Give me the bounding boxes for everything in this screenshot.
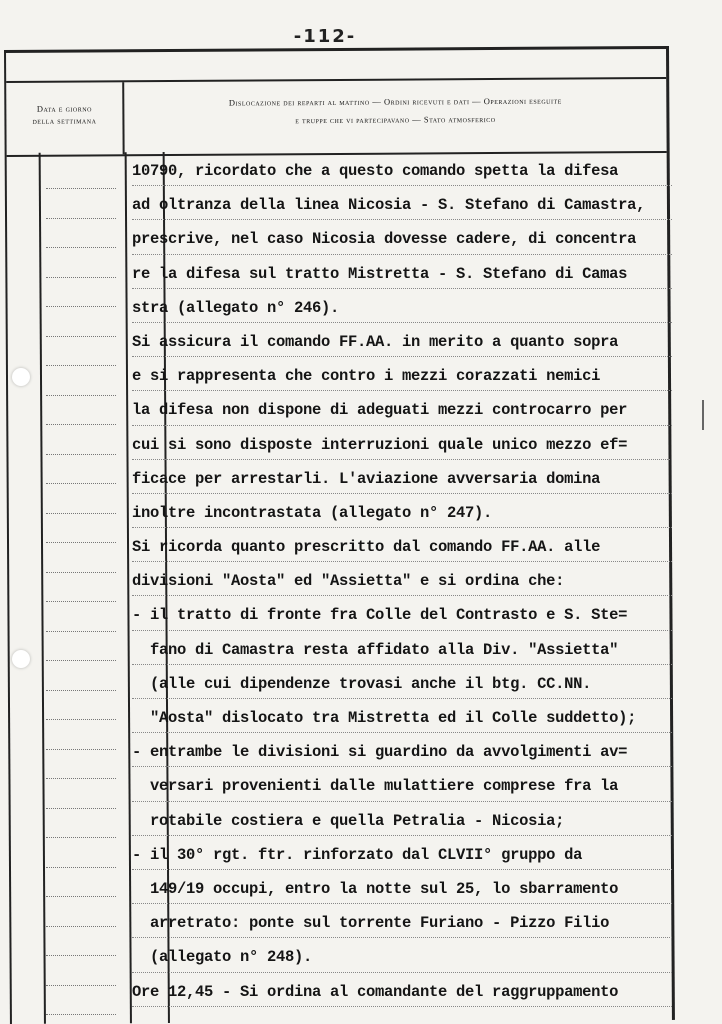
text-line: Si assicura il comando FF.AA. in merito a quanto sopra xyxy=(132,323,672,357)
text-line: ficace per arrestarli. L'aviazione avversaria domina xyxy=(132,460,672,494)
date-guide-line xyxy=(46,690,116,691)
events-column-header xyxy=(124,79,666,154)
date-guide-line xyxy=(46,808,116,809)
text-line: arretrato: ponte sul torrente Furiano - Pizzo Filio xyxy=(132,904,672,938)
date-column-divider xyxy=(125,152,132,1023)
text-line: (allegato n° 248). xyxy=(132,938,672,972)
text-line: versari provenienti dalle mulattiere comprese fra la xyxy=(132,767,672,801)
text-line: 149/19 occupi, entro la notte sul 25, lo sbarramento xyxy=(132,870,672,904)
date-guide-line xyxy=(46,277,116,278)
date-guide-line xyxy=(46,483,116,484)
date-guide-line xyxy=(46,395,116,396)
text-line: inoltre incontrastata (allegato n° 247). xyxy=(132,494,672,528)
text-line: ad oltranza della linea Nicosia - S. Stefano di Camastra, xyxy=(132,186,672,220)
date-guide-line xyxy=(46,601,116,602)
text-line: - entrambe le divisioni si guardino da avvolgimenti av= xyxy=(132,733,672,767)
text-line: prescrive, nel caso Nicosia dovesse cadere, di concentra xyxy=(132,220,672,254)
date-guide-line xyxy=(46,454,116,455)
page-number: -112- xyxy=(293,26,357,47)
date-guide-line xyxy=(46,365,116,366)
text-line: - il 30° rgt. ftr. rinforzato dal CLVII° gruppo da xyxy=(132,836,672,870)
date-guide-line xyxy=(46,542,116,543)
date-guide-line xyxy=(46,749,116,750)
text-line: fano di Camastra resta affidato alla Div. "Assietta" xyxy=(132,631,672,665)
text-line: Ore 12,45 - Si ordina al comandante del raggruppamento xyxy=(132,973,672,1007)
date-guide-line xyxy=(46,985,116,986)
text-line: re la difesa sul tratto Mistretta - S. Stefano di Camas xyxy=(132,255,672,289)
date-guide-line xyxy=(46,336,116,337)
date-guide-line xyxy=(46,896,116,897)
date-guide-line xyxy=(46,660,116,661)
text-line: la difesa non dispone di adeguati mezzi controcarro per xyxy=(132,391,672,425)
text-line: 10790, ricordato che a questo comando spetta la difesa xyxy=(132,152,672,186)
date-guide-line xyxy=(46,218,116,219)
date-guide-line xyxy=(46,424,116,425)
text-line: - il tratto di fronte fra Colle del Contrasto e S. Ste= xyxy=(132,596,672,630)
diary-text xyxy=(132,152,672,1007)
text-line: Si ricorda quanto prescritto dal comando FF.AA. alle xyxy=(132,528,672,562)
date-column-header xyxy=(6,82,124,155)
date-guide-line xyxy=(46,572,116,573)
events-header-line2: e truppe che vi partecipavano — Stato atmosferico xyxy=(295,113,496,126)
binder-hole xyxy=(12,650,30,668)
date-guide-line xyxy=(46,719,116,720)
date-subcolumn-divider xyxy=(39,153,46,1024)
text-line: divisioni "Aosta" ed "Assietta" e si ordina che: xyxy=(132,562,672,596)
text-line: stra (allegato n° 246). xyxy=(132,289,672,323)
page-edge-mark xyxy=(702,400,718,430)
date-guide-line xyxy=(46,837,116,838)
date-guide-line xyxy=(46,631,116,632)
text-line: rotabile costiera e quella Petralia - Nicosia; xyxy=(132,802,672,836)
date-guide-line xyxy=(46,306,116,307)
date-guide-line xyxy=(46,926,116,927)
form-header xyxy=(6,77,666,157)
date-guide-line xyxy=(46,247,116,248)
text-line: "Aosta" dislocato tra Mistretta ed il Colle suddetto); xyxy=(132,699,672,733)
events-header-line1: Dislocazione dei reparti al mattino — Ordini ricevuti e dati — Operazioni eseguite xyxy=(228,95,562,108)
date-guide-line xyxy=(46,188,116,189)
text-line: (alle cui dipendenze trovasi anche il btg. CC.NN. xyxy=(132,665,672,699)
date-header-line1: Data e giorno xyxy=(36,103,92,114)
date-header-line2: della settimana xyxy=(32,115,97,126)
date-guide-line xyxy=(46,1014,116,1015)
date-guide-line xyxy=(46,778,116,779)
date-guide-line xyxy=(46,513,116,514)
date-guide-line xyxy=(46,955,116,956)
date-guide-line xyxy=(46,867,116,868)
text-line: cui si sono disposte interruzioni quale unico mezzo ef= xyxy=(132,426,672,460)
text-line: e si rappresenta che contro i mezzi corazzati nemici xyxy=(132,357,672,391)
binder-hole xyxy=(12,368,30,386)
